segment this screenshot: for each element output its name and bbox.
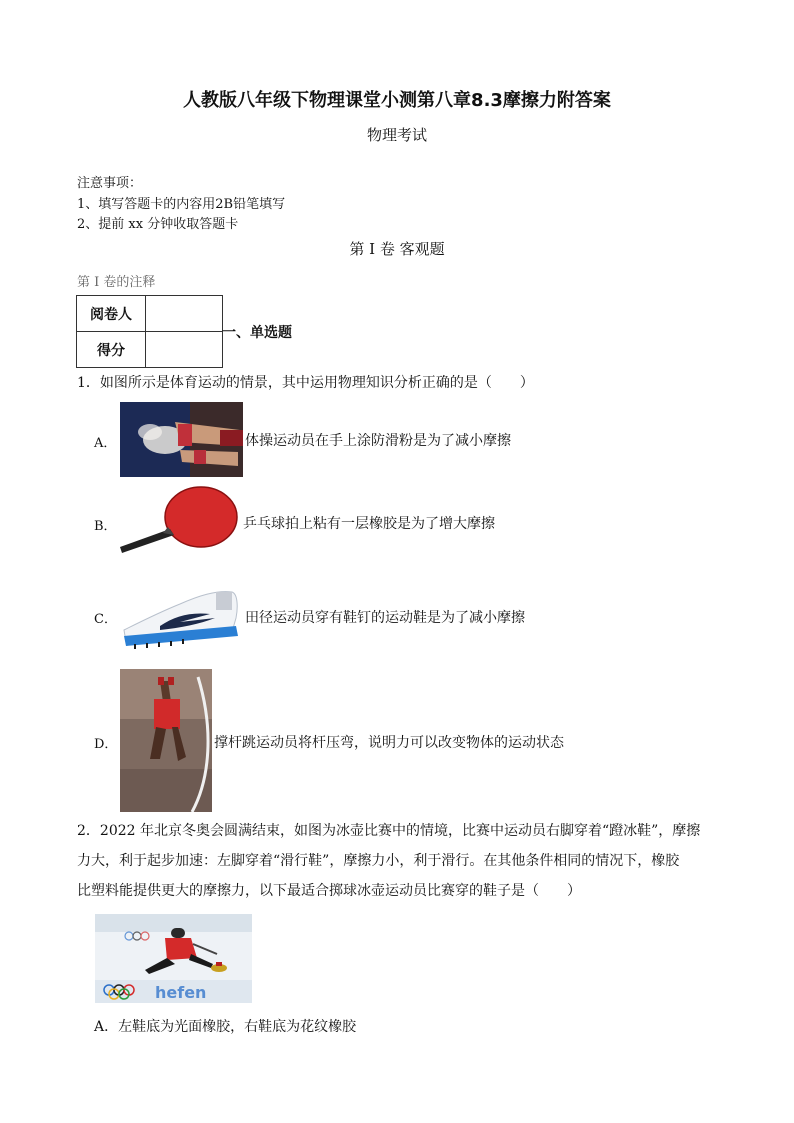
notes-heading: 注意事项： [77, 176, 143, 191]
spike-shoe-image [120, 582, 240, 650]
option-d-text: 撑杆跳运动员将杆压弯，说明力可以改变物体的运动状态 [214, 735, 564, 751]
page-title: 人教版八年级下物理课堂小测第八章8.3摩擦力附答案 [183, 90, 611, 111]
svg-text:hefen: hefen [155, 983, 207, 1002]
notes-item-2: 2、提前 xx 分钟收取答题卡 [77, 217, 239, 232]
score-cell [146, 332, 223, 368]
option-d-letter: D． [94, 737, 118, 752]
page-subtitle: 物理考试 [366, 126, 427, 144]
reviewer-label: 阅卷人 [77, 296, 146, 332]
section-note: 第 I 卷的注释 [77, 275, 156, 290]
question-1-text: 1．如图所示是体育运动的情景，其中运用物理知识分析正确的是（ ） [77, 375, 534, 391]
curling-image [95, 914, 252, 1003]
reviewer-cell [146, 296, 223, 332]
ping-pong-paddle-image [118, 485, 240, 560]
part-title: 一、单选题 [222, 325, 292, 341]
pole-vault-image [120, 669, 212, 812]
option-b-letter: B． [94, 519, 117, 534]
question-2-option-a: A．左鞋底为光面橡胶，右鞋底为花纹橡胶 [94, 1019, 357, 1035]
gymnast-hands-image [120, 402, 243, 477]
question-2-line-2: 力大，利于起步加速：左脚穿着“滑行鞋”，摩擦力小，利于滑行。在其他条件相同的情况下，橡胶 [77, 853, 680, 869]
option-c-text: 田径运动员穿有鞋钉的运动鞋是为了减小摩擦 [245, 610, 525, 626]
option-a-text: 体操运动员在手上涂防滑粉是为了减小摩擦 [245, 433, 511, 449]
option-a-letter: A． [94, 436, 117, 451]
question-2-line-3: 比塑料能提供更大的摩擦力，以下最适合掷球冰壶运动员比赛穿的鞋子是（ ） [77, 883, 581, 899]
notes-item-1: 1、填写答题卡的内容用2B铅笔填写 [77, 197, 286, 212]
option-c-letter: C． [94, 612, 117, 627]
question-2-line-1: 2．2022 年北京冬奥会圆满结束，如图为冰壶比赛中的情境，比赛中运动员右脚穿着“蹬冰鞋”，摩擦 [77, 823, 701, 839]
score-label: 得分 [77, 332, 146, 368]
option-b-text: 乒乓球拍上粘有一层橡胶是为了增大摩擦 [243, 516, 495, 532]
score-table [76, 295, 223, 368]
section-title: 第 I 卷 客观题 [349, 240, 445, 258]
